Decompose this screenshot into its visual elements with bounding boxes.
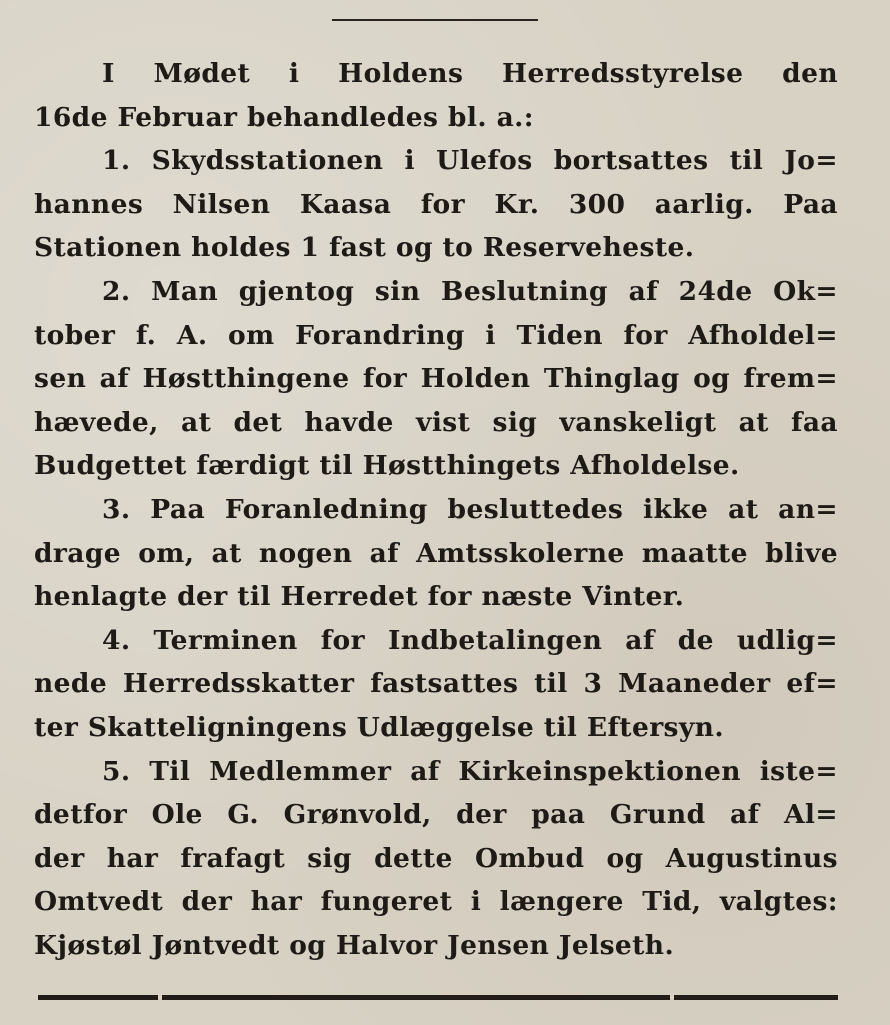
article-line-1: I Mødet i Holdens Herredsstyrelse den: [102, 58, 838, 89]
item-2-line-2: tober f. A. om Forandring i Tiden for Afholdel=: [34, 319, 838, 351]
rule-break: [670, 995, 674, 1000]
item-4-line-3: ter Skatteligningens Udlæggelse til Eftersyn.: [34, 711, 724, 743]
item-2-line-5: Budgettet færdigt til Høstthingets Afholdelse.: [34, 450, 740, 482]
item-2-line-3: sen af Høstthingene for Holden Thinglag og frem=: [34, 363, 838, 395]
item-5-line-4: Omtvedt der har fungeret i længere Tid, valgtes:: [34, 886, 838, 918]
item-2-line-4: hævede, at det havde vist sig vanskeligt at faa: [34, 406, 838, 438]
item-3-line-1: 3. Paa Foranledning besluttedes ikke at an=: [102, 493, 838, 525]
article-line-2: 16de Februar behandledes bl. a.:: [34, 101, 534, 133]
item-5-line-3: der har frafagt sig dette Ombud og Augustinus: [34, 842, 838, 874]
item-4-line-2: nede Herredsskatter fastsattes til 3 Maaneder ef=: [34, 668, 838, 700]
item-5-line-5: Kjøstøl Jøntvedt og Halvor Jensen Jelseth.: [34, 929, 675, 961]
item-5-line-1: 5. Til Medlemmer af Kirkeinspektionen iste=: [102, 755, 838, 787]
item-5-line-2: detfor Ole G. Grønvold, der paa Grund af Al=: [34, 799, 838, 831]
article-text: [34, 52, 838, 967]
item-2-line-1: 2. Man gjentog sin Beslutning af 24de Ok=: [102, 275, 838, 307]
item-3-line-2: drage om, at nogen af Amtsskolerne maatte blive: [34, 537, 838, 569]
item-3-line-3: henlagte der til Herredet for næste Vinter.: [34, 581, 685, 613]
item-1-line-3: Stationen holdes 1 fast og to Reserveheste.: [34, 232, 695, 264]
item-1-line-1: 1. Skydsstationen i Ulefos bortsattes til Jo=: [102, 145, 838, 177]
item-1-line-2: hannes Nilsen Kaasa for Kr. 300 aarlig. Paa: [34, 188, 838, 220]
bottom-double-rule: [38, 995, 838, 1000]
top-divider-rule: [332, 19, 538, 21]
rule-break: [158, 995, 162, 1000]
item-4-line-1: 4. Terminen for Indbetalingen af de udlig=: [102, 624, 838, 656]
